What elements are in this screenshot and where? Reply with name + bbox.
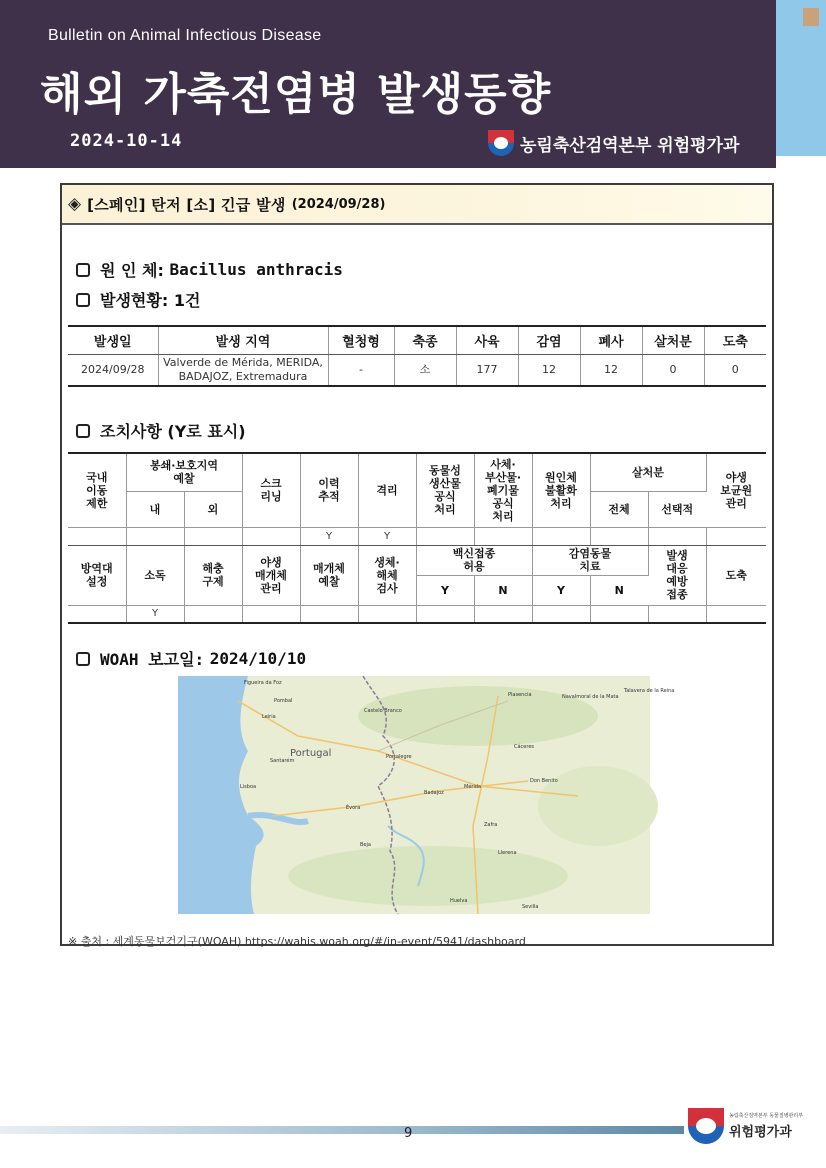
hdr-line: 관리 — [725, 496, 747, 510]
value-cell — [532, 605, 590, 623]
map-label: Llerena — [498, 850, 517, 856]
hdr-line: 매개체 — [313, 562, 345, 575]
hdr-screening — [242, 453, 300, 527]
map-country-label: Portugal — [290, 748, 332, 759]
region-line: Valverde de Mérida, MERIDA, — [163, 355, 323, 369]
taegeuk-emblem-icon — [488, 130, 514, 156]
value-cell — [648, 605, 706, 623]
woah-label: WOAH 보고일: — [100, 650, 205, 669]
value-cell — [184, 527, 242, 545]
table-header-row — [68, 545, 766, 575]
hdr-line: 발생 — [666, 549, 688, 562]
table-row — [68, 605, 766, 623]
hdr-vector — [300, 545, 358, 605]
hdr-wildlife — [242, 545, 300, 605]
hdr-treatment-y: Y — [532, 575, 590, 605]
issue-date: 2024-10-14 — [70, 131, 183, 151]
value-cell — [68, 527, 126, 545]
org-name: 농림축산검역본부 위험평가과 — [520, 135, 740, 156]
map-label: Mérida — [464, 784, 482, 790]
map-label: Plasencia — [508, 692, 532, 698]
map-label: Figueira da Foz — [244, 680, 282, 686]
hdr-line: 구제 — [202, 575, 224, 588]
value-cell — [358, 605, 416, 623]
event-date: (2024/09/28) — [291, 196, 386, 212]
value-cell — [68, 605, 126, 623]
hdr-reservoir — [706, 453, 766, 527]
hdr-treatment-n: N — [590, 575, 648, 605]
hdr-zone — [126, 453, 242, 491]
hdr-vaccine — [416, 545, 532, 575]
hdr-vaccine-n: N — [474, 575, 532, 605]
table-header-row — [68, 326, 766, 354]
measures-title: 조치사항 (Y로 표시) — [100, 422, 246, 441]
map-label: Évora — [346, 805, 361, 811]
hdr-line: 접종 — [666, 588, 688, 601]
checkbox-square-icon — [76, 652, 90, 666]
value-cell — [416, 605, 474, 623]
value-cell: Y — [126, 605, 184, 623]
value-cell — [300, 605, 358, 623]
cell-infected: 12 — [518, 354, 580, 386]
hdr-treatment — [532, 545, 648, 575]
hdr-slaughter: 도축 — [706, 545, 766, 605]
map-label: Badajoz — [424, 790, 444, 796]
col-header: 발생 지역 — [158, 326, 328, 354]
col-header: 살처분 — [642, 326, 704, 354]
value-cell: Y — [358, 527, 416, 545]
map-label: Beja — [360, 842, 371, 848]
hdr-line: 처리 — [550, 496, 572, 510]
hdr-pest — [184, 545, 242, 605]
value-cell — [242, 527, 300, 545]
measures-table — [68, 452, 766, 624]
hdr-line: 생체· — [374, 555, 400, 569]
value-cell — [532, 527, 590, 545]
ocean-area — [178, 676, 264, 914]
map-label: Zafra — [484, 822, 498, 828]
hdr-line: 야생 — [725, 470, 747, 484]
hdr-line: 원인체 — [545, 470, 577, 484]
pathogen-label: 원 인 체: — [100, 261, 164, 280]
region-line: BADAJOZ, Extremadura — [178, 369, 308, 383]
woah-line — [76, 647, 306, 670]
col-header: 도축 — [704, 326, 766, 354]
hdr-line: 제한 — [86, 496, 108, 510]
cell-region — [158, 354, 328, 386]
hdr-vaccine-y: Y — [416, 575, 474, 605]
hdr-line: 사체· — [490, 457, 516, 471]
occurrence-table — [68, 325, 766, 387]
value-cell — [706, 527, 766, 545]
col-header: 혈청형 — [328, 326, 394, 354]
hdr-line: 대응 — [666, 562, 688, 575]
org-logo — [488, 130, 739, 156]
hdr-sampling — [358, 545, 416, 605]
road — [273, 781, 528, 816]
value-cell — [590, 527, 648, 545]
value-cell — [474, 605, 532, 623]
pathogen-value: Bacillus anthracis — [169, 260, 343, 279]
hdr-line: 공식 — [492, 496, 514, 510]
col-header: 사육 — [456, 326, 518, 354]
hdr-line: 공식 — [434, 490, 456, 504]
hdr-line: 방역대 — [80, 562, 113, 575]
hdr-line: 해충 — [202, 562, 224, 575]
pathogen-line — [76, 258, 343, 281]
status-line — [76, 288, 200, 311]
hdr-zone-out: 외 — [184, 491, 242, 527]
table-row — [68, 354, 766, 386]
hdr-line: 예찰 — [318, 575, 340, 588]
table-header-row — [68, 453, 766, 491]
map-label: Pombal — [274, 698, 293, 704]
hdr-line: 리닝 — [260, 490, 282, 504]
cell-dead: 12 — [580, 354, 642, 386]
woah-value: 2024/10/10 — [209, 649, 307, 668]
map-label: Cáceres — [514, 744, 535, 750]
map-label: Don Benito — [530, 778, 558, 784]
value-cell — [184, 605, 242, 623]
hdr-line: 처리 — [434, 503, 456, 517]
value-cell — [126, 527, 184, 545]
hdr-products — [416, 453, 474, 527]
hdr-line: 예방 — [666, 575, 688, 588]
checkbox-square-icon — [76, 424, 90, 438]
map-label: Navalmoral de la Mata — [562, 694, 619, 700]
hdr-tracing — [300, 453, 358, 527]
map-label: Lisboa — [240, 784, 257, 790]
hdr-line: 봉쇄·보호지역 — [150, 459, 218, 473]
corner-square — [803, 8, 819, 26]
value-cell — [416, 527, 474, 545]
hdr-movement — [68, 453, 126, 527]
map-label: Castelo Branco — [364, 708, 402, 714]
hdr-line: 폐기물 — [487, 483, 519, 497]
hdr-carcass — [474, 453, 532, 527]
source-caption: ※ 출처 : 세계동물보건기구(WOAH) https://wahis.woah.org/#/in-event/5941/dashboard — [68, 935, 526, 948]
map-graphic — [178, 676, 675, 914]
status-label: 발생현황: — [100, 291, 169, 310]
hdr-line: 매개체 — [255, 568, 287, 582]
map-label: Portalegre — [386, 754, 412, 760]
hdr-line: 예찰 — [173, 472, 195, 486]
hdr-line: 추적 — [318, 490, 340, 504]
hdr-line: 불활화 — [545, 483, 577, 497]
event-banner — [62, 185, 772, 225]
measures-heading — [76, 419, 246, 442]
hdr-line: 검사 — [376, 581, 398, 595]
col-header: 폐사 — [580, 326, 642, 354]
map-label: Huelva — [450, 898, 468, 904]
hdr-inactivation — [532, 453, 590, 527]
hdr-zone-in: 내 — [126, 491, 184, 527]
hdr-line: 감염동물 — [568, 547, 612, 560]
hdr-cull: 살처분 — [590, 453, 706, 491]
header — [0, 0, 776, 168]
outbreak-map — [178, 676, 675, 914]
cell-slaughtered: 0 — [731, 362, 739, 376]
value-cell — [706, 605, 766, 623]
cell-serotype: - — [328, 354, 394, 386]
footer-line — [0, 1126, 684, 1134]
map-label: Talavera de la Reina — [624, 688, 675, 694]
report-box — [60, 183, 774, 946]
hdr-line: 이동 — [86, 483, 108, 497]
footer-logo-small: 농림축산검역본부 동물질병관리부 — [729, 1113, 804, 1119]
col-header: 감염 — [518, 326, 580, 354]
hdr-preventive — [648, 545, 706, 605]
hdr-line: 야생 — [260, 555, 282, 569]
bulletin-subtitle: Bulletin on Animal Infectious Disease — [48, 27, 322, 44]
hdr-quarantine: 격리 — [358, 453, 416, 527]
hdr-line: 해체 — [376, 568, 398, 582]
value-cell — [242, 605, 300, 623]
footer-logo-text — [729, 1112, 803, 1140]
hdr-line: 처리 — [492, 509, 514, 523]
map-label: Leiria — [262, 714, 276, 720]
value-cell — [590, 605, 648, 623]
taegeuk-emblem-icon — [688, 1108, 724, 1144]
cell-raised: 177 — [456, 354, 518, 386]
value-cell: Y — [300, 527, 358, 545]
hdr-line: 치료 — [579, 560, 601, 573]
diamond-bullet-icon: ◈ — [68, 194, 82, 214]
page-title: 해외 가축전염병 발생동향 — [40, 69, 552, 120]
hdr-line: 부산물· — [484, 470, 522, 484]
hdr-cull-selective: 선택적 — [648, 491, 706, 527]
hdr-cull-all: 전체 — [590, 491, 648, 527]
value-cell — [648, 527, 706, 545]
hdr-line: 보균원 — [720, 483, 753, 497]
footer-logo — [688, 1108, 803, 1144]
cell-date: 2024/09/28 — [68, 354, 158, 386]
cell-species: 소 — [394, 354, 456, 386]
checkbox-square-icon — [76, 263, 90, 277]
map-label: Sevilla — [522, 904, 539, 910]
map-label: Santarém — [270, 758, 295, 764]
hdr-line: 동물성 — [429, 464, 461, 478]
hdr-line: 백신접종 — [452, 547, 496, 560]
hdr-disinfection: 소독 — [126, 545, 184, 605]
cell-culled: 0 — [642, 354, 704, 386]
hdr-line: 이력 — [318, 477, 340, 491]
hdr-zoning — [68, 545, 126, 605]
status-value: 1건 — [173, 291, 201, 310]
hdr-line: 설정 — [86, 575, 108, 588]
hdr-line: 스크 — [260, 477, 282, 491]
col-header: 발생일 — [68, 326, 158, 354]
event-title: [스페인] 탄저 [소] 긴급 발생 — [87, 195, 286, 214]
terrain-patch — [288, 846, 568, 906]
value-cell — [474, 527, 532, 545]
table-row — [68, 527, 766, 545]
hdr-line: 관리 — [260, 581, 282, 595]
hdr-line: 국내 — [86, 470, 108, 484]
hdr-line: 생산물 — [429, 477, 461, 491]
footer-logo-big: 위험평가과 — [729, 1125, 792, 1140]
hdr-line: 허용 — [463, 560, 485, 573]
col-header: 축종 — [394, 326, 456, 354]
checkbox-square-icon — [76, 293, 90, 307]
page-number: 9 — [404, 1126, 413, 1141]
